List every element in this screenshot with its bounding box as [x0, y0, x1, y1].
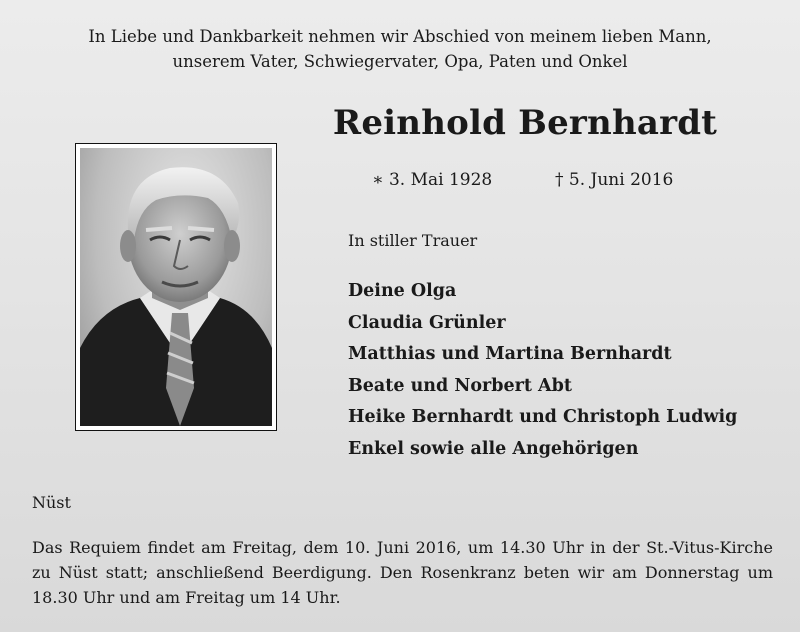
mourning-label: In stiller Trauer	[348, 231, 478, 250]
family-list	[348, 276, 737, 465]
family-member: Enkel sowie alle Angehörigen	[348, 438, 639, 459]
service-info: Das Requiem findet am Freitag, dem 10. Juni 2016, um 14.30 Uhr in der St.-Vitus-Kirche zu Nüst statt; anschließend Beerdigung. Den Rosenkranz beten wir am Donnerstag um 18.30 Uhr und am Freitag um 14 Uhr.	[32, 538, 773, 607]
place-name: Nüst	[32, 493, 71, 512]
family-member: Claudia Grünler	[348, 312, 506, 333]
family-member: Matthias und Martina Bernhardt	[348, 344, 672, 364]
family-member: Heike Bernhardt und Christoph Ludwig	[348, 407, 738, 427]
family-member: Deine Olga	[348, 281, 457, 301]
death-date: † 5. Juni 2016	[555, 170, 674, 190]
family-member: Beate und Norbert Abt	[348, 375, 572, 396]
portrait-illustration	[80, 148, 272, 426]
portrait-photo-frame	[76, 144, 276, 430]
birth-date: ∗ 3. Mai 1928	[372, 170, 493, 190]
portrait-photo	[80, 148, 272, 426]
intro-line-1: In Liebe und Dankbarkeit nehmen wir Abschied von meinem lieben Mann,	[88, 27, 712, 46]
deceased-name: Reinhold Bernhardt	[332, 103, 718, 143]
intro-line-2: unserem Vater, Schwiegervater, Opa, Paten und Onkel	[172, 52, 628, 71]
intro-text	[0, 24, 800, 74]
